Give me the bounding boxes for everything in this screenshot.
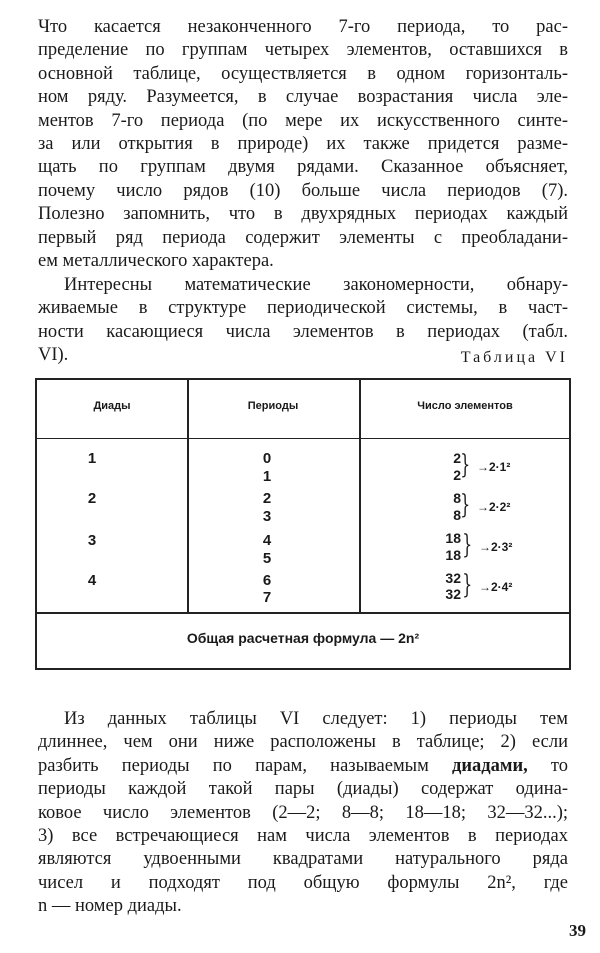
element-count: 8 (453, 507, 461, 523)
text-line: ем металлического характера. (38, 251, 274, 272)
period-number: 0 (262, 450, 272, 467)
text-line: длиннее, чем они ниже расположены в таблице; 2) если (38, 732, 568, 753)
dyad-formula: →2·2² (477, 500, 511, 514)
text-line: первый ряд периода содержит элементы с преобладани- (38, 227, 568, 248)
period-number: 7 (262, 589, 272, 606)
text-line: периоды каждой такой пары (диады) содержат одина- (38, 779, 568, 800)
header-dyads: Диады (93, 400, 131, 412)
text-line: ном ряду. Разумеется, в случае возрастания числа эле- (38, 87, 568, 108)
element-count: 32 (445, 586, 461, 602)
text-line (38, 755, 568, 778)
column-divider (359, 380, 361, 612)
text-span: то (527, 755, 568, 776)
text-line: почему число рядов (10) больше числа периодов (7). (38, 180, 568, 201)
text-line: щать по группам двумя рядами. Сказанное объясняет, (38, 157, 568, 178)
text-line: основной таблице, осуществляется в одном горизонталь- (38, 63, 568, 84)
dyad-number: 3 (87, 532, 97, 549)
text-line: n — номер диады. (38, 896, 182, 917)
table-caption: Таблица VI (460, 349, 568, 366)
brace-icon: } (460, 490, 471, 520)
period-number: 6 (262, 572, 272, 589)
period-number: 2 (262, 490, 272, 507)
text-span: разбить периоды по парам, называемым (38, 755, 452, 776)
element-count: 2 (453, 450, 461, 466)
text-line: за или открытия в природе) их также придется разме- (38, 134, 568, 155)
header-periods: Периоды (247, 400, 299, 412)
element-count: 2 (453, 467, 461, 483)
text-line: Полезно запомнить, что в двухрядных периодах каждый (38, 204, 568, 225)
element-count: 18 (445, 530, 461, 546)
text-line: 3) все встречающиеся нам числа элементов в периодах (38, 826, 568, 847)
table-summary-formula: Общая расчетная формула — 2n² (186, 630, 420, 646)
text-line: Из данных таблицы VI следует: 1) периоды тем (64, 709, 568, 729)
dyad-formula: →2·1² (477, 460, 511, 474)
text-line: ковое число элементов (2—2; 8—8; 18—18; 32—32...); (38, 802, 568, 823)
dyad-number: 1 (87, 450, 97, 467)
page-number: 39 (569, 921, 586, 940)
summary-divider (37, 612, 569, 614)
brace-icon: } (462, 570, 473, 600)
dyad-formula: →2·3² (479, 540, 513, 554)
element-count: 8 (453, 490, 461, 506)
text-line: являются удвоенными квадратами натурального ряда (38, 849, 568, 870)
brace-icon: } (460, 450, 471, 480)
text-line: Интересны математические закономерности, обнару- (64, 275, 568, 295)
data-table (35, 378, 571, 670)
dyad-number: 4 (87, 572, 97, 589)
text-line: ментов 7-го периода (по мере их искусственного синте- (38, 110, 568, 131)
text-line: живаемые в структуре периодической системы, в част- (38, 298, 568, 319)
period-number: 4 (262, 532, 272, 549)
dyad-formula: →2·4² (479, 580, 513, 594)
header-element-count: Число элементов (417, 400, 513, 412)
text-line: VI). (38, 345, 69, 366)
brace-icon: } (462, 530, 473, 560)
term-dyads: диадами, (451, 755, 528, 776)
text-line: пределение по группам четырех элементов, оставшихся в (38, 40, 568, 61)
element-count: 18 (445, 547, 461, 563)
period-number: 3 (262, 508, 272, 525)
paragraph-1 (38, 16, 568, 273)
period-number: 5 (262, 550, 272, 567)
period-number: 1 (262, 468, 272, 485)
dyad-number: 2 (87, 490, 97, 507)
paragraph-3 (38, 708, 568, 919)
text-line: ности касающиеся числа элементов в периодах (табл. (38, 321, 568, 342)
element-count: 32 (445, 570, 461, 586)
text-line: чисел и подходят под общую формулы 2n², где (38, 872, 568, 893)
text-line: Что касается незаконченного 7-го периода, то рас- (38, 17, 568, 37)
